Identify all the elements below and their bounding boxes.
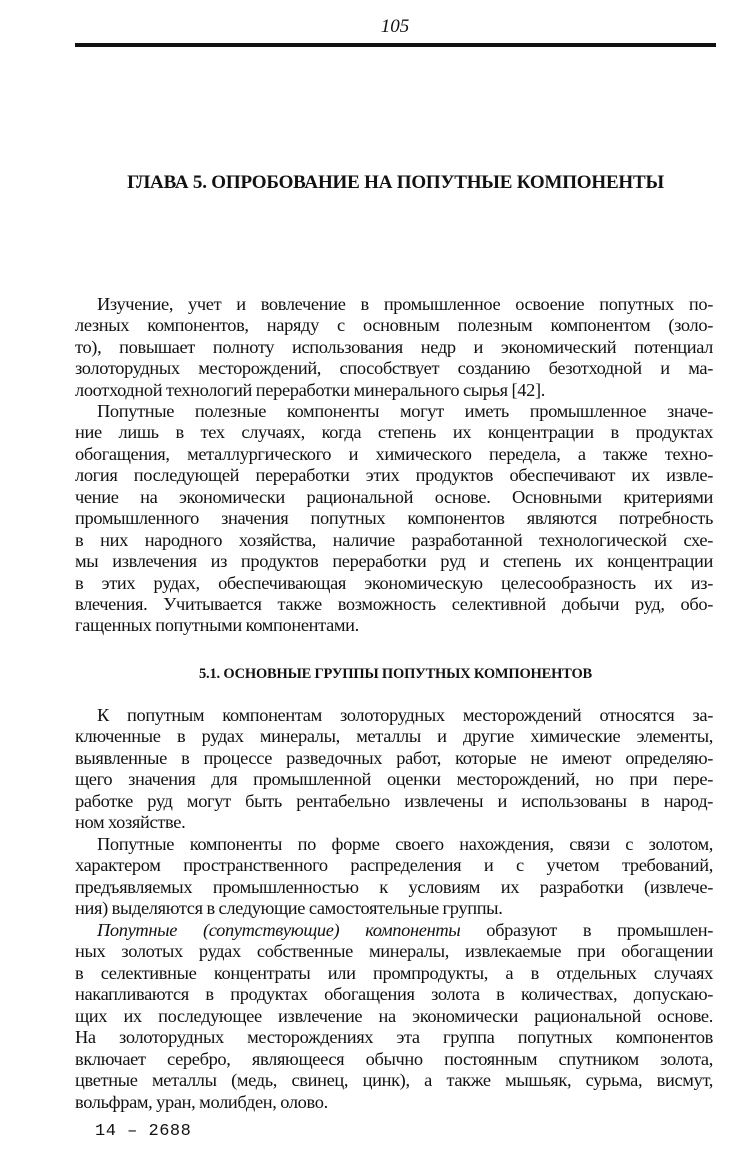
text-line: Попутные компоненты по форме своего нахождения, связи с золотом, [97, 834, 713, 854]
text-line: щего значения для промышленной оценки месторождений, но при пере- [75, 769, 713, 790]
text-line: промышленного значения попутных компонентов являются потребность [75, 508, 713, 529]
paragraph [75, 401, 713, 637]
text-line: в селективные концентраты или промпродукты, а в отдельных случаях [75, 962, 713, 983]
text-line: в них народного хозяйства, наличие разработанной технологической схе- [75, 529, 713, 550]
text-line: щих их последующее извлечение на экономически рациональной основе. [75, 1005, 713, 1026]
text-line: ных золотых рудах собственные минералы, извлекаемые при обогащении [75, 941, 713, 962]
page-number: 105 [380, 16, 410, 37]
text-line: мы извлечения из продуктов переработки руд и степень их концентрации [75, 551, 713, 572]
italic-term: Попутные (сопутствующие) компоненты [97, 920, 461, 940]
text-line: ние лишь в тех случаях, когда степень их концентрации в продуктах [75, 422, 713, 443]
text-line: характером пространственного распределения и с учетом требований, [75, 855, 713, 876]
text-line: включает серебро, являющееся обычно постоянным спутником золота, [75, 1048, 713, 1069]
paragraph [75, 705, 713, 834]
text-line: обогащения, металлургического и химического передела, а также техно- [75, 443, 713, 464]
text-line: работке руд могут быть рентабельно извлечены и использованы в народ- [75, 790, 713, 811]
text-line: предъявляемых промышленностью к условиям их разработки (извлече- [75, 876, 713, 897]
text-line: накапливаются в продуктах обогащения золота в количествах, допускаю- [75, 984, 713, 1005]
header-rule [75, 43, 716, 47]
section-heading: 5.1. ОСНОВНЫЕ ГРУППЫ ПОПУТНЫХ КОМПОНЕНТОВ [198, 666, 593, 682]
text-line: цветные металлы (медь, свинец, цинк), а также мышьяк, сурьма, висмут, [75, 1070, 713, 1091]
text-line: Попутные полезные компоненты могут иметь промышленное значе- [97, 401, 713, 421]
text-line: К попутным компонентам золоторудных месторождений относятся за- [97, 705, 713, 725]
text-line: влечения. Учитывается также возможность селективной добычи руд, обо- [75, 593, 713, 614]
chapter-title: ГЛАВА 5. ОПРОБОВАНИЕ НА ПОПУТНЫЕ КОМПОНЕНТЫ [127, 172, 664, 193]
text-line: в этих рудах, обеспечивающая экономическую целесообразность их из- [75, 572, 713, 593]
text-line: вольфрам, уран, молибден, олово. [75, 1091, 328, 1112]
text-line: Изучение, учет и вовлечение в промышленное освоение попутных по- [97, 294, 713, 314]
paragraph [75, 834, 713, 920]
text-line: лезных компонентов, наряду с основным полезным компонентом (золо- [75, 315, 713, 336]
paragraph [75, 294, 713, 401]
text-line: гащенных попутными компонентами. [75, 615, 359, 636]
text-line: чение на экономически рациональной основе. Основными критериями [75, 486, 713, 507]
text-line: ния) выделяются в следующие самостоятельные группы. [75, 898, 503, 919]
text-line: ключенные в рудах минералы, металлы и другие химические элементы, [75, 726, 713, 747]
text-line: На золоторудных месторождениях эта группа попутных компонентов [75, 1027, 713, 1048]
text-line: выявленные в процессе разведочных работ, которые не имеют определяю- [75, 747, 713, 768]
text-line: ном хозяйстве. [75, 812, 186, 833]
paragraph [75, 920, 713, 1113]
text-line: золоторудных месторождений, способствует созданию безотходной и ма- [75, 358, 713, 379]
printer-signature: 14 – 2688 [95, 1122, 192, 1141]
text-line [75, 920, 713, 941]
line-text: образуют в промышлен- [460, 920, 713, 940]
text-line: то), повышает полноту использования недр и экономический потенциал [75, 336, 713, 357]
text-line: логия последующей переработки этих продуктов обеспечивают их извле- [75, 465, 713, 486]
text-line: лоотходной технологий переработки минерального сырья [42]. [75, 379, 546, 400]
